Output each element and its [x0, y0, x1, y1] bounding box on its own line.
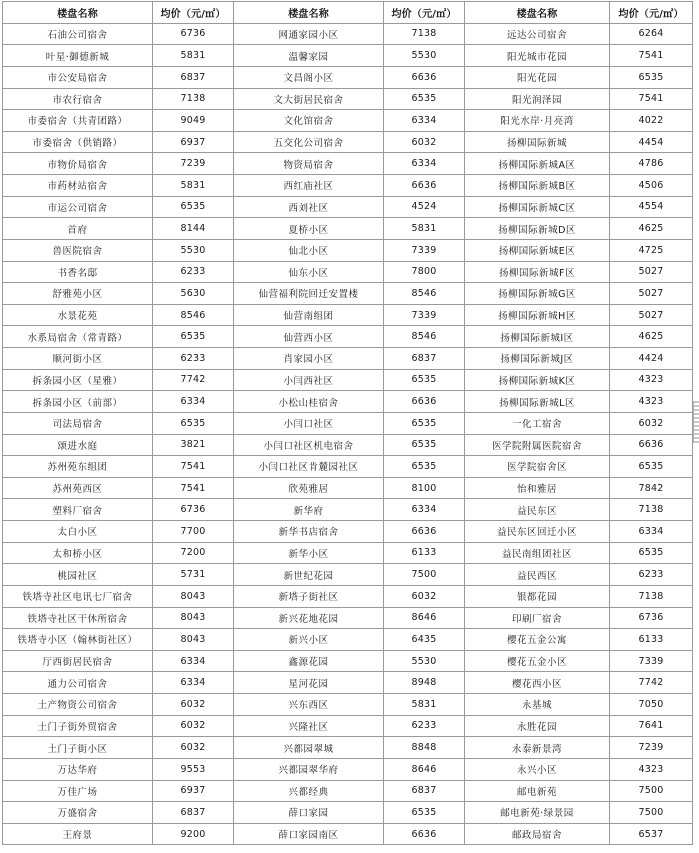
- table-row: [3, 715, 693, 737]
- estate-name-cell: 樱花西小区: [465, 672, 610, 694]
- estate-name-cell: 扬柳国际新城: [465, 131, 610, 153]
- avg-price-cell: 6535: [384, 412, 465, 434]
- estate-name-cell: 樱花五金小区: [465, 650, 610, 672]
- estate-name-cell: 银都花园: [465, 585, 610, 607]
- estate-name-cell: 叶星·御德新城: [3, 45, 153, 67]
- avg-price-cell: 6535: [153, 412, 234, 434]
- avg-price-cell: 7541: [153, 456, 234, 478]
- table-row: [3, 412, 693, 434]
- avg-price-cell: 7138: [610, 499, 693, 521]
- estate-name-cell: 邮电新苑: [465, 780, 610, 802]
- avg-price-cell: 6535: [384, 456, 465, 478]
- avg-price-cell: 6535: [384, 369, 465, 391]
- column-header-price-1: 均价（元/㎡）: [153, 2, 234, 24]
- avg-price-cell: 6032: [384, 131, 465, 153]
- avg-price-cell: 5027: [610, 261, 693, 283]
- avg-price-cell: 4323: [610, 391, 693, 413]
- estate-name-cell: 兴东西区: [234, 694, 384, 716]
- avg-price-cell: 8546: [153, 304, 234, 326]
- avg-price-cell: 7339: [610, 650, 693, 672]
- avg-price-cell: 5831: [153, 45, 234, 67]
- avg-price-cell: 7641: [610, 715, 693, 737]
- avg-price-cell: 3821: [153, 434, 234, 456]
- table-row: [3, 521, 693, 543]
- estate-name-cell: 万达华府: [3, 758, 153, 780]
- estate-name-cell: 欣苑雅居: [234, 477, 384, 499]
- estate-name-cell: 仙营西小区: [234, 326, 384, 348]
- avg-price-cell: 6535: [610, 66, 693, 88]
- avg-price-cell: 7500: [610, 780, 693, 802]
- estate-name-cell: 薛口家园南区: [234, 823, 384, 845]
- estate-name-cell: 薛口家园: [234, 802, 384, 824]
- avg-price-cell: 5530: [384, 650, 465, 672]
- table-body: [3, 23, 693, 845]
- estate-name-cell: 扬柳国际新城K区: [465, 369, 610, 391]
- estate-name-cell: 夏桥小区: [234, 218, 384, 240]
- estate-name-cell: 仙营福利院回迁安置楼: [234, 283, 384, 305]
- estate-name-cell: 永胜花园: [465, 715, 610, 737]
- avg-price-cell: 6032: [153, 715, 234, 737]
- avg-price-cell: 8646: [384, 607, 465, 629]
- avg-price-cell: 6837: [153, 802, 234, 824]
- table-row: [3, 261, 693, 283]
- estate-name-cell: 市运公司宿舍: [3, 196, 153, 218]
- avg-price-cell: 7500: [384, 564, 465, 586]
- estate-name-cell: 益民西区: [465, 564, 610, 586]
- table-row: [3, 23, 693, 45]
- table-row: [3, 196, 693, 218]
- estate-name-cell: 永兴小区: [465, 758, 610, 780]
- avg-price-cell: 7800: [384, 261, 465, 283]
- avg-price-cell: 7239: [153, 153, 234, 175]
- avg-price-cell: 6636: [610, 434, 693, 456]
- estate-name-cell: 益民东区回迁小区: [465, 521, 610, 543]
- table-row: [3, 758, 693, 780]
- avg-price-cell: 7138: [153, 88, 234, 110]
- estate-name-cell: 太白小区: [3, 521, 153, 543]
- avg-price-cell: 7200: [153, 542, 234, 564]
- table-row: [3, 153, 693, 175]
- estate-name-cell: 新塔子街社区: [234, 585, 384, 607]
- estate-name-cell: 首府: [3, 218, 153, 240]
- estate-name-cell: 网通家园小区: [234, 23, 384, 45]
- estate-name-cell: 铁塔寺小区（翰林街社区）: [3, 629, 153, 651]
- table-row: [3, 218, 693, 240]
- estate-name-cell: 益民南组团社区: [465, 542, 610, 564]
- avg-price-cell: 8043: [153, 607, 234, 629]
- estate-name-cell: 扬柳国际新城E区: [465, 239, 610, 261]
- table-header-row: [3, 2, 693, 24]
- estate-name-cell: 阳光水岸·月亮湾: [465, 110, 610, 132]
- estate-name-cell: 樱花五金公寓: [465, 629, 610, 651]
- avg-price-cell: 6264: [610, 23, 693, 45]
- estate-name-cell: 仙东小区: [234, 261, 384, 283]
- table-row: [3, 607, 693, 629]
- avg-price-cell: 7700: [153, 521, 234, 543]
- avg-price-cell: 7742: [610, 672, 693, 694]
- avg-price-cell: 6636: [384, 391, 465, 413]
- table-row: [3, 499, 693, 521]
- avg-price-cell: 5630: [153, 283, 234, 305]
- column-header-price-2: 均价（元/㎡）: [384, 2, 465, 24]
- estate-name-cell: 文昌阁小区: [234, 66, 384, 88]
- estate-name-cell: 新世纪花园: [234, 564, 384, 586]
- avg-price-cell: 8043: [153, 629, 234, 651]
- avg-price-cell: 8100: [384, 477, 465, 499]
- housing-price-table: [2, 1, 693, 845]
- estate-name-cell: 扬柳国际新城A区: [465, 153, 610, 175]
- estate-name-cell: 小闫口社区肯麓园社区: [234, 456, 384, 478]
- estate-name-cell: 仙北小区: [234, 239, 384, 261]
- table-row: [3, 326, 693, 348]
- estate-name-cell: 医学院宿舍区: [465, 456, 610, 478]
- avg-price-cell: 6233: [610, 564, 693, 586]
- avg-price-cell: 6334: [384, 110, 465, 132]
- avg-price-cell: 7541: [153, 477, 234, 499]
- table-row: [3, 434, 693, 456]
- estate-name-cell: 王府景: [3, 823, 153, 845]
- avg-price-cell: 4022: [610, 110, 693, 132]
- column-header-price-3: 均价（元/㎡）: [610, 2, 693, 24]
- estate-name-cell: 肖家园小区: [234, 348, 384, 370]
- estate-name-cell: 兴都经典: [234, 780, 384, 802]
- avg-price-cell: 6837: [153, 66, 234, 88]
- estate-name-cell: 文大街居民宿舍: [234, 88, 384, 110]
- avg-price-cell: 4323: [610, 369, 693, 391]
- estate-name-cell: 邮电新苑·绿景园: [465, 802, 610, 824]
- estate-name-cell: 市委宿舍（共青团路）: [3, 110, 153, 132]
- avg-price-cell: 6133: [384, 542, 465, 564]
- column-header-name-3: 楼盘名称: [465, 2, 610, 24]
- estate-name-cell: 新华小区: [234, 542, 384, 564]
- table-row: [3, 391, 693, 413]
- avg-price-cell: 6133: [610, 629, 693, 651]
- avg-price-cell: 4786: [610, 153, 693, 175]
- estate-name-cell: 市物价局宿舍: [3, 153, 153, 175]
- estate-name-cell: 苏州苑东组团: [3, 456, 153, 478]
- avg-price-cell: 6736: [153, 499, 234, 521]
- avg-price-cell: 6535: [153, 326, 234, 348]
- table-row: [3, 45, 693, 67]
- avg-price-cell: 7239: [610, 737, 693, 759]
- table-row: [3, 542, 693, 564]
- avg-price-cell: 7138: [384, 23, 465, 45]
- avg-price-cell: 8546: [384, 326, 465, 348]
- estate-name-cell: 舒雅苑小区: [3, 283, 153, 305]
- table-row: [3, 564, 693, 586]
- table-row: [3, 672, 693, 694]
- avg-price-cell: 6032: [153, 737, 234, 759]
- avg-price-cell: 6736: [610, 607, 693, 629]
- column-header-name-2: 楼盘名称: [234, 2, 384, 24]
- table-row: [3, 348, 693, 370]
- avg-price-cell: 6537: [610, 823, 693, 845]
- avg-price-cell: 6535: [610, 456, 693, 478]
- estate-name-cell: 怡和雅居: [465, 477, 610, 499]
- avg-price-cell: 4625: [610, 218, 693, 240]
- estate-name-cell: 铁塔寺社区电讯七厂宿舍: [3, 585, 153, 607]
- estate-name-cell: 水系局宿舍（常青路）: [3, 326, 153, 348]
- estate-name-cell: 扬柳国际新城F区: [465, 261, 610, 283]
- estate-name-cell: 阳光城市花园: [465, 45, 610, 67]
- avg-price-cell: 6535: [153, 196, 234, 218]
- avg-price-cell: 5831: [384, 218, 465, 240]
- estate-name-cell: 厅西街居民宿舍: [3, 650, 153, 672]
- avg-price-cell: 7339: [384, 239, 465, 261]
- estate-name-cell: 新兴花地花园: [234, 607, 384, 629]
- avg-price-cell: 6334: [153, 650, 234, 672]
- estate-name-cell: 小闫口社区机电宿舍: [234, 434, 384, 456]
- table-row: [3, 585, 693, 607]
- estate-name-cell: 印刷厂宿舍: [465, 607, 610, 629]
- avg-price-cell: 8043: [153, 585, 234, 607]
- avg-price-cell: 4424: [610, 348, 693, 370]
- avg-price-cell: 6535: [384, 434, 465, 456]
- table-row: [3, 823, 693, 845]
- estate-name-cell: 兴都园翠华府: [234, 758, 384, 780]
- avg-price-cell: 6736: [153, 23, 234, 45]
- estate-name-cell: 土门子街外贸宿舍: [3, 715, 153, 737]
- estate-name-cell: 铁塔寺社区干休所宿舍: [3, 607, 153, 629]
- avg-price-cell: 7842: [610, 477, 693, 499]
- avg-price-cell: 9200: [153, 823, 234, 845]
- estate-name-cell: 通力公司宿舍: [3, 672, 153, 694]
- estate-name-cell: 兴隆社区: [234, 715, 384, 737]
- avg-price-cell: 6937: [153, 780, 234, 802]
- table-row: [3, 88, 693, 110]
- avg-price-cell: 6636: [384, 521, 465, 543]
- avg-price-cell: 9553: [153, 758, 234, 780]
- avg-price-cell: 6435: [384, 629, 465, 651]
- estate-name-cell: 永泰新景湾: [465, 737, 610, 759]
- estate-name-cell: 司法局宿舍: [3, 412, 153, 434]
- estate-name-cell: 文化馆宿舍: [234, 110, 384, 132]
- estate-name-cell: 万盛宿舍: [3, 802, 153, 824]
- estate-name-cell: 扬柳国际新城B区: [465, 175, 610, 197]
- estate-name-cell: 万佳广场: [3, 780, 153, 802]
- table-row: [3, 780, 693, 802]
- avg-price-cell: 5831: [153, 175, 234, 197]
- estate-name-cell: 星河花园: [234, 672, 384, 694]
- column-header-name-1: 楼盘名称: [3, 2, 153, 24]
- estate-name-cell: 扬柳国际新城J区: [465, 348, 610, 370]
- estate-name-cell: 小松山桂宿舍: [234, 391, 384, 413]
- estate-name-cell: 小闫西社区: [234, 369, 384, 391]
- estate-name-cell: 市农行宿舍: [3, 88, 153, 110]
- estate-name-cell: 西红庙社区: [234, 175, 384, 197]
- estate-name-cell: 阳光润泽园: [465, 88, 610, 110]
- table-row: [3, 650, 693, 672]
- avg-price-cell: 6334: [384, 499, 465, 521]
- avg-price-cell: 7339: [384, 304, 465, 326]
- avg-price-cell: 6837: [384, 348, 465, 370]
- estate-name-cell: 温馨家园: [234, 45, 384, 67]
- avg-price-cell: 6636: [384, 175, 465, 197]
- estate-name-cell: 远达公司宿舍: [465, 23, 610, 45]
- estate-name-cell: 兽医院宿舍: [3, 239, 153, 261]
- estate-name-cell: 仙营南组团: [234, 304, 384, 326]
- avg-price-cell: 6334: [610, 521, 693, 543]
- estate-name-cell: 土门子街小区: [3, 737, 153, 759]
- estate-name-cell: 扬柳国际新城H区: [465, 304, 610, 326]
- avg-price-cell: 5530: [153, 239, 234, 261]
- estate-name-cell: 新兴小区: [234, 629, 384, 651]
- avg-price-cell: 6233: [153, 348, 234, 370]
- avg-price-cell: 6937: [153, 131, 234, 153]
- table-row: [3, 456, 693, 478]
- avg-price-cell: 6233: [384, 715, 465, 737]
- estate-name-cell: 市委宿舍（供销路）: [3, 131, 153, 153]
- avg-price-cell: 6233: [153, 261, 234, 283]
- estate-name-cell: 兴都园翠城: [234, 737, 384, 759]
- avg-price-cell: 6535: [610, 542, 693, 564]
- estate-name-cell: 小闫口社区: [234, 412, 384, 434]
- avg-price-cell: 6636: [384, 66, 465, 88]
- avg-price-cell: 4725: [610, 239, 693, 261]
- table-row: [3, 239, 693, 261]
- table-row: [3, 304, 693, 326]
- table-row: [3, 369, 693, 391]
- avg-price-cell: 7500: [610, 802, 693, 824]
- avg-price-cell: 6032: [610, 412, 693, 434]
- avg-price-cell: 4625: [610, 326, 693, 348]
- estate-name-cell: 市药材站宿舍: [3, 175, 153, 197]
- table-row: [3, 477, 693, 499]
- avg-price-cell: 4323: [610, 758, 693, 780]
- estate-name-cell: 物资局宿舍: [234, 153, 384, 175]
- avg-price-cell: 4506: [610, 175, 693, 197]
- estate-name-cell: 新华书店宿舍: [234, 521, 384, 543]
- estate-name-cell: 顺河街小区: [3, 348, 153, 370]
- avg-price-cell: 7541: [610, 88, 693, 110]
- estate-name-cell: 扬柳国际新城I区: [465, 326, 610, 348]
- estate-name-cell: 颂进水庭: [3, 434, 153, 456]
- estate-name-cell: 扬柳国际新城D区: [465, 218, 610, 240]
- avg-price-cell: 6032: [384, 585, 465, 607]
- estate-name-cell: 市公安局宿舍: [3, 66, 153, 88]
- avg-price-cell: 6334: [153, 391, 234, 413]
- avg-price-cell: 6334: [384, 153, 465, 175]
- estate-name-cell: 五交化公司宿舍: [234, 131, 384, 153]
- estate-name-cell: 益民东区: [465, 499, 610, 521]
- estate-name-cell: 扬柳国际新城G区: [465, 283, 610, 305]
- estate-name-cell: 拆条园小区（前部）: [3, 391, 153, 413]
- estate-name-cell: 桃园社区: [3, 564, 153, 586]
- avg-price-cell: 4454: [610, 131, 693, 153]
- table-row: [3, 66, 693, 88]
- avg-price-cell: 7050: [610, 694, 693, 716]
- estate-name-cell: 塑料厂宿舍: [3, 499, 153, 521]
- estate-name-cell: 一化工宿舍: [465, 412, 610, 434]
- estate-name-cell: 扬柳国际新城C区: [465, 196, 610, 218]
- avg-price-cell: 4554: [610, 196, 693, 218]
- estate-name-cell: 新华府: [234, 499, 384, 521]
- estate-name-cell: 扬柳国际新城L区: [465, 391, 610, 413]
- table-row: [3, 737, 693, 759]
- avg-price-cell: 8546: [384, 283, 465, 305]
- avg-price-cell: 8948: [384, 672, 465, 694]
- estate-name-cell: 太和桥小区: [3, 542, 153, 564]
- avg-price-cell: 6535: [384, 88, 465, 110]
- estate-name-cell: 苏州苑西区: [3, 477, 153, 499]
- avg-price-cell: 5530: [384, 45, 465, 67]
- avg-price-cell: 4524: [384, 196, 465, 218]
- estate-name-cell: 水景花苑: [3, 304, 153, 326]
- estate-name-cell: 西刘社区: [234, 196, 384, 218]
- estate-name-cell: 石油公司宿舍: [3, 23, 153, 45]
- avg-price-cell: 8646: [384, 758, 465, 780]
- table-row: [3, 283, 693, 305]
- avg-price-cell: 7138: [610, 585, 693, 607]
- avg-price-cell: 8144: [153, 218, 234, 240]
- estate-name-cell: 阳光花园: [465, 66, 610, 88]
- avg-price-cell: 8848: [384, 737, 465, 759]
- estate-name-cell: 拆条园小区（星雅）: [3, 369, 153, 391]
- avg-price-cell: 7541: [610, 45, 693, 67]
- avg-price-cell: 5027: [610, 283, 693, 305]
- avg-price-cell: 6535: [384, 802, 465, 824]
- avg-price-cell: 6334: [153, 672, 234, 694]
- avg-price-cell: 6636: [384, 823, 465, 845]
- table-row: [3, 629, 693, 651]
- table-row: [3, 110, 693, 132]
- scroll-marker[interactable]: [693, 401, 699, 443]
- estate-name-cell: 土产物资公司宿舍: [3, 694, 153, 716]
- estate-name-cell: 医学院附属医院宿舍: [465, 434, 610, 456]
- table-row: [3, 131, 693, 153]
- table-row: [3, 694, 693, 716]
- estate-name-cell: 书香名邸: [3, 261, 153, 283]
- avg-price-cell: 5831: [384, 694, 465, 716]
- table-row: [3, 175, 693, 197]
- estate-name-cell: 鑫源花园: [234, 650, 384, 672]
- avg-price-cell: 5731: [153, 564, 234, 586]
- estate-name-cell: 邮政局宿舍: [465, 823, 610, 845]
- avg-price-cell: 7742: [153, 369, 234, 391]
- estate-name-cell: 永基城: [465, 694, 610, 716]
- avg-price-cell: 6032: [153, 694, 234, 716]
- table-row: [3, 802, 693, 824]
- avg-price-cell: 5027: [610, 304, 693, 326]
- avg-price-cell: 6837: [384, 780, 465, 802]
- avg-price-cell: 9049: [153, 110, 234, 132]
